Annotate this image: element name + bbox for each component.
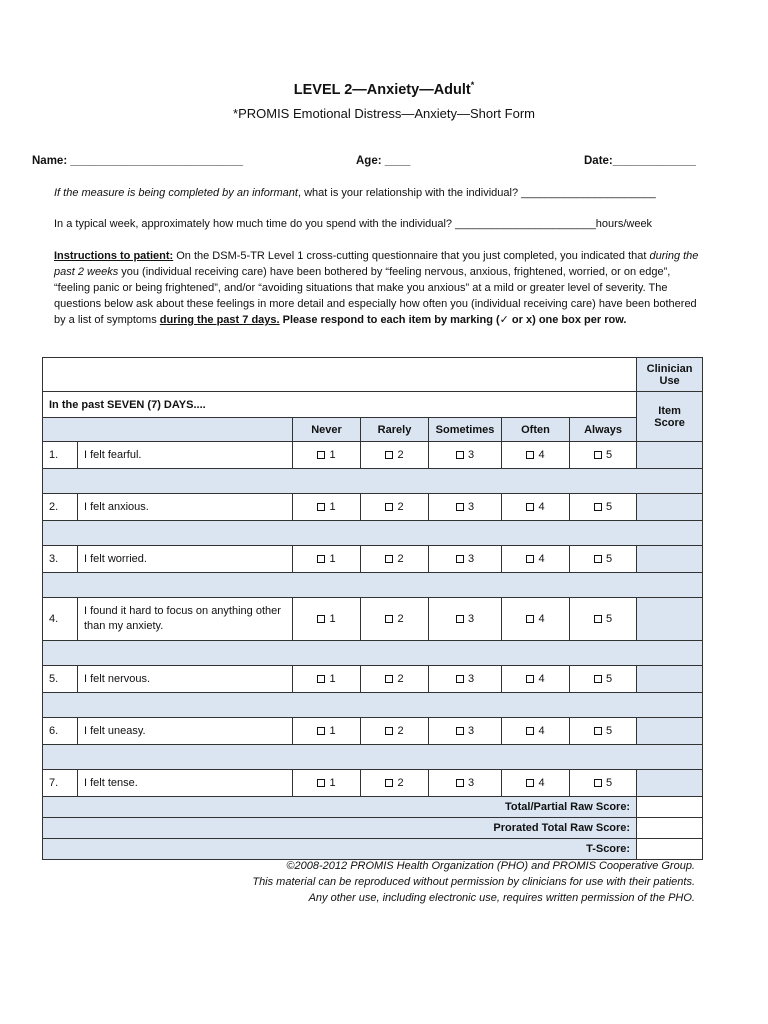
response-option[interactable] [456,777,474,789]
informant-question[interactable]: If the measure is being completed by an informant, what is your relationship with the individual? ______________________ [54,187,656,199]
item-text: I felt tense. [78,770,293,797]
option-value: 4 [538,553,545,565]
item-number: 6. [43,718,78,745]
response-option-cell [361,546,429,573]
response-option-cell [429,666,502,693]
response-option[interactable] [317,725,335,737]
item-score-input[interactable] [637,666,703,693]
response-option-cell [429,598,502,641]
option-value: 5 [605,449,613,461]
item-score-input[interactable] [637,770,703,797]
item-row [43,546,703,573]
checkbox-icon[interactable] [456,727,464,735]
item-row [43,598,703,641]
item-score-input[interactable] [637,598,703,641]
checkbox-icon[interactable] [385,555,393,563]
response-option[interactable] [526,613,544,625]
spacer-cell [43,641,703,666]
item-text: I felt nervous. [78,666,293,693]
response-option-cell [570,666,637,693]
spacer-row [43,469,703,494]
column-header-always: Always [570,418,637,442]
response-option-cell [570,494,637,521]
option-value: 1 [329,613,336,625]
response-option-cell [293,718,361,745]
response-option-cell [361,666,429,693]
item-number: 3. [43,546,78,573]
total-row [43,797,703,818]
response-option[interactable] [594,501,612,513]
checkbox-icon[interactable] [456,675,464,683]
response-option-cell [429,494,502,521]
item-text: I felt fearful. [78,442,293,469]
response-option[interactable] [594,553,612,565]
spacer-cell [43,693,703,718]
option-value: 3 [467,725,475,737]
response-option-cell [570,598,637,641]
item-text: I felt anxious. [78,494,293,521]
response-option-cell [293,598,361,641]
total-score-input[interactable] [637,839,703,860]
option-value: 4 [538,673,545,685]
option-value: 2 [397,501,404,513]
response-option[interactable] [526,673,544,685]
item-row [43,666,703,693]
response-option[interactable] [385,501,403,513]
response-option-cell [502,442,570,469]
option-value: 4 [538,501,545,513]
response-option-cell [502,666,570,693]
response-option-cell [361,598,429,641]
checkbox-icon[interactable] [594,727,602,735]
spacer-row [43,573,703,598]
date-field[interactable]: Date:_____________ [584,155,696,167]
option-value: 2 [397,449,404,461]
checkbox-icon[interactable] [526,451,534,459]
checkbox-icon[interactable] [456,451,464,459]
item-number: 1. [43,442,78,469]
checkbox-icon[interactable] [594,675,602,683]
option-value: 4 [538,725,545,737]
item-score-input[interactable] [637,546,703,573]
item-text: I found it hard to focus on anything other than my anxiety. [78,598,293,641]
response-option-cell [361,718,429,745]
item-text: I felt uneasy. [78,718,293,745]
response-option[interactable] [317,449,335,461]
option-value: 2 [397,673,404,685]
column-header-sometimes: Sometimes [429,418,502,442]
table-row [43,358,703,392]
response-option-cell [570,718,637,745]
total-row [43,818,703,839]
response-option[interactable] [594,777,612,789]
response-option[interactable] [385,777,403,789]
age-field[interactable]: Age: ____ [356,155,411,167]
response-option[interactable] [526,501,544,513]
column-header-rarely: Rarely [361,418,429,442]
option-value: 1 [329,501,336,513]
spacer-cell [43,745,703,770]
checkbox-icon[interactable] [317,675,325,683]
response-option-cell [293,546,361,573]
response-option[interactable] [594,449,612,461]
item-score-header: Item Score [637,392,703,442]
option-value: 5 [605,777,613,789]
response-option[interactable] [594,673,612,685]
checkbox-icon[interactable] [317,615,325,623]
response-option-cell [429,718,502,745]
checkbox-icon[interactable] [456,503,464,511]
checkbox-icon[interactable] [385,727,393,735]
spacer-row [43,745,703,770]
option-value: 1 [329,725,336,737]
time-question[interactable]: In a typical week, approximately how much time do you spend with the individual? _______________________hours/week [54,218,653,230]
response-option-cell [570,546,637,573]
option-value: 2 [397,553,404,565]
response-option-cell [429,770,502,797]
response-option[interactable] [385,449,403,461]
item-row [43,718,703,745]
table-row [43,392,703,418]
instructions: Instructions to patient: On the DSM-5-TR Level 1 cross-cutting questionnaire that you just completed, you indicated that during the past 2 weeks you (individual receiving care) have been bothered by “feeling nervous, anxious, frightened, worried, or on edge”, “feeling panic or being frightened”, and/or “avoiding situations that make you anxious” at a mild or greater level of severity. The questions below ask about these feelings in more detail and especially how often you (individual receiving care) have been bothered by a list of symptoms during the past 7 days. Please respond to each item by marking (✓ or x) one box per row. [54,250,699,326]
item-number: 2. [43,494,78,521]
footer-line: This material can be reproduced without permission by clinicians for use with their patients. [252,876,695,888]
period-label: In the past SEVEN (7) DAYS.... [43,392,637,418]
checkbox-icon[interactable] [526,779,534,787]
response-option-cell [429,546,502,573]
checkbox-icon[interactable] [385,615,393,623]
response-option-cell [502,546,570,573]
option-value: 5 [605,501,613,513]
response-option[interactable] [317,613,335,625]
option-value: 5 [605,725,613,737]
response-option[interactable] [594,725,612,737]
option-value: 1 [329,449,336,461]
response-option[interactable] [456,725,474,737]
total-row [43,839,703,860]
checkbox-icon[interactable] [526,555,534,563]
option-value: 4 [538,777,545,789]
response-option-cell [502,598,570,641]
checkbox-icon[interactable] [385,675,393,683]
option-value: 1 [329,553,336,565]
option-value: 4 [538,613,545,625]
total-score-input[interactable] [637,818,703,839]
copyright-footer [252,858,695,906]
checkbox-icon[interactable] [526,615,534,623]
response-option[interactable] [526,449,544,461]
spacer-row [43,693,703,718]
response-option[interactable] [385,613,403,625]
response-option-cell [293,442,361,469]
response-option[interactable] [385,553,403,565]
response-option[interactable] [456,449,474,461]
response-option[interactable] [317,673,335,685]
form-title: LEVEL 2—Anxiety—Adult* [293,80,475,98]
item-text: I felt worried. [78,546,293,573]
checkbox-icon[interactable] [526,727,534,735]
item-number: 5. [43,666,78,693]
checkbox-icon[interactable] [594,503,602,511]
table-top-blank [43,358,637,392]
response-option[interactable] [317,553,335,565]
item-number: 7. [43,770,78,797]
item-number: 4. [43,598,78,641]
checkbox-icon[interactable] [385,779,393,787]
response-option-cell [293,494,361,521]
footer-line: ©2008-2012 PROMIS Health Organization (PHO) and PROMIS Cooperative Group. [286,860,695,872]
checkbox-icon[interactable] [594,779,602,787]
response-option[interactable] [385,673,403,685]
response-option-cell [570,770,637,797]
column-header-never: Never [293,418,361,442]
total-score-input[interactable] [637,797,703,818]
response-option-cell [502,770,570,797]
response-option-cell [361,770,429,797]
response-option-cell [361,442,429,469]
option-value: 5 [605,613,613,625]
option-value: 5 [605,673,613,685]
option-value: 1 [329,673,336,685]
checkbox-icon[interactable] [317,727,325,735]
response-option[interactable] [526,553,544,565]
table-row [43,418,703,442]
name-field[interactable]: Name: ___________________________ [32,155,244,167]
checkbox-icon[interactable] [526,675,534,683]
response-option-cell [293,666,361,693]
item-score-input[interactable] [637,442,703,469]
checkbox-icon[interactable] [594,555,602,563]
checkbox-icon[interactable] [317,451,325,459]
response-option-cell [502,718,570,745]
response-option[interactable] [317,501,335,513]
checkbox-icon[interactable] [317,555,325,563]
spacer-cell [43,521,703,546]
checkbox-icon[interactable] [594,451,602,459]
checkbox-icon[interactable] [385,451,393,459]
item-score-input[interactable] [637,718,703,745]
option-value: 5 [605,553,613,565]
response-option[interactable] [456,613,474,625]
form-subtitle: *PROMIS Emotional Distress—Anxiety—Short Form [233,106,535,121]
item-row [43,494,703,521]
header-blank [43,418,293,442]
response-option[interactable] [317,777,335,789]
item-score-input[interactable] [637,494,703,521]
response-option-cell [429,442,502,469]
response-option-cell [293,770,361,797]
option-value: 4 [538,449,545,461]
response-option[interactable] [456,673,474,685]
option-value: 3 [467,501,475,513]
response-option[interactable] [594,613,612,625]
response-option[interactable] [456,553,474,565]
option-value: 3 [467,777,475,789]
option-value: 2 [397,777,404,789]
option-value: 3 [467,613,475,625]
spacer-row [43,641,703,666]
checkbox-icon[interactable] [526,503,534,511]
option-value: 3 [467,553,475,565]
spacer-row [43,521,703,546]
checkbox-icon[interactable] [385,503,393,511]
checkbox-icon[interactable] [317,503,325,511]
item-row [43,442,703,469]
response-option-cell [502,494,570,521]
checkbox-icon[interactable] [456,555,464,563]
checkbox-icon[interactable] [317,779,325,787]
checkbox-icon[interactable] [456,615,464,623]
clinician-use-header: Clinician Use [637,358,703,392]
total-label: Total/Partial Raw Score: [43,797,637,818]
response-option[interactable] [456,501,474,513]
anxiety-questionnaire-table [42,357,703,860]
option-value: 3 [467,673,475,685]
checkbox-icon[interactable] [456,779,464,787]
response-option-cell [361,494,429,521]
option-value: 3 [467,449,475,461]
total-label: T-Score: [43,839,637,860]
checkbox-icon[interactable] [594,615,602,623]
column-header-often: Often [502,418,570,442]
total-label: Prorated Total Raw Score: [43,818,637,839]
option-value: 2 [397,725,404,737]
item-row [43,770,703,797]
response-option[interactable] [526,777,544,789]
response-option[interactable] [526,725,544,737]
option-value: 1 [329,777,336,789]
response-option-cell [570,442,637,469]
spacer-cell [43,469,703,494]
footer-line: Any other use, including electronic use, requires written permission of the PHO. [308,892,695,904]
option-value: 2 [397,613,404,625]
spacer-cell [43,573,703,598]
response-option[interactable] [385,725,403,737]
